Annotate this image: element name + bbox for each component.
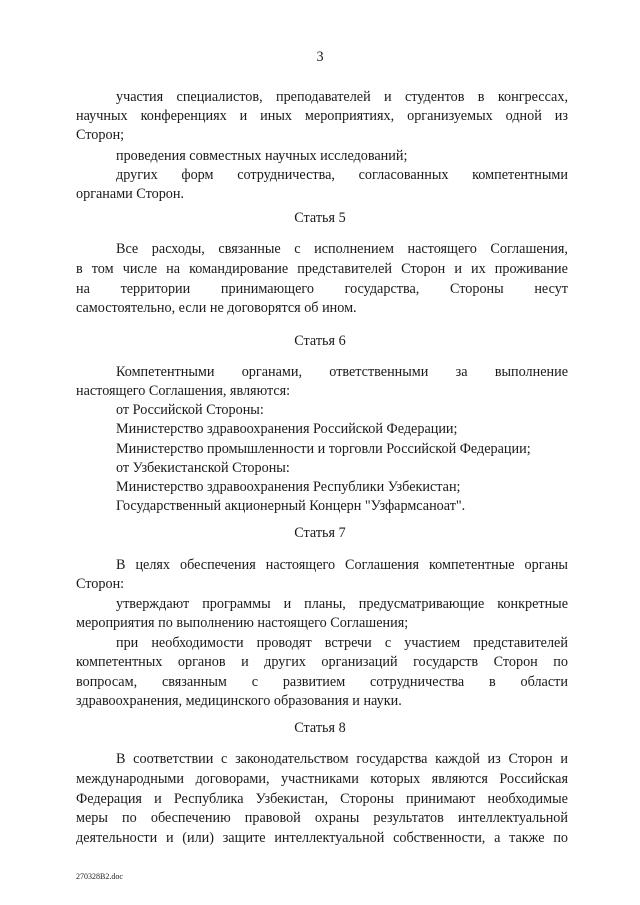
text-line: здравоохранения, медицинского образования и науки.: [76, 693, 402, 709]
word: связанные: [218, 241, 281, 257]
word: Российская: [499, 771, 568, 787]
word: проводят: [256, 635, 312, 651]
word: соответствии: [133, 751, 214, 767]
word: научных: [76, 108, 128, 124]
word: организаций: [321, 654, 398, 670]
word: развитием: [282, 674, 346, 690]
word: и: [165, 830, 174, 846]
text-line: [76, 107, 568, 125]
word: международными: [76, 771, 184, 787]
word: которых: [370, 771, 421, 787]
page-number: 3: [316, 49, 324, 65]
word: и: [154, 791, 162, 807]
word: государства: [356, 751, 428, 767]
word: связанным: [161, 674, 227, 690]
word: том: [91, 261, 114, 277]
word: также: [509, 830, 545, 846]
word: с: [221, 751, 228, 767]
word: командирование: [189, 261, 289, 277]
word: и: [454, 261, 462, 277]
word: Узбекистан,: [255, 791, 328, 807]
word: сотрудничества,: [237, 167, 335, 183]
word: деятельности: [76, 830, 158, 846]
text-line: Министерство здравоохранения Российской Федерации;: [116, 421, 458, 437]
word: форм: [181, 167, 214, 183]
word: конференциях: [140, 108, 227, 124]
word: одной: [505, 108, 542, 124]
text-line: от Узбекистанской Стороны:: [116, 460, 290, 476]
text-line: Сторон:: [76, 576, 125, 592]
word: по: [122, 810, 137, 826]
word: участием: [404, 635, 461, 651]
word: представителей: [473, 635, 568, 651]
word: и: [283, 596, 292, 612]
word: программы: [202, 596, 271, 612]
word: компетентные: [428, 557, 515, 573]
word: студентов: [405, 89, 465, 105]
word: В: [116, 557, 126, 573]
text-line: [116, 634, 568, 652]
word: меры: [76, 810, 108, 826]
text-line: [76, 809, 568, 827]
text-line: органами Сторон.: [76, 186, 185, 202]
word: настоящего: [265, 557, 336, 573]
word: утверждают: [116, 596, 190, 612]
word: исполнением: [314, 241, 394, 257]
word: других: [264, 654, 306, 670]
text-line: [116, 88, 568, 106]
word: защите: [222, 830, 266, 846]
text-line: [76, 790, 568, 808]
text-line: [116, 750, 568, 768]
text-line: проведения совместных научных исследований;: [116, 148, 408, 164]
word: числе: [122, 261, 158, 277]
word: на: [76, 281, 90, 297]
text-line: [76, 260, 568, 278]
word: Республика: [173, 791, 244, 807]
text-line: Министерство промышленности и торговли Российской Федерации;: [116, 441, 531, 457]
word: по: [553, 830, 568, 846]
word: являются: [431, 771, 488, 787]
text-line: [76, 770, 568, 788]
text-line: [116, 595, 568, 613]
word: преподавателей: [276, 89, 371, 105]
word: результатов: [373, 810, 444, 826]
word: принимают: [406, 791, 476, 807]
word: В: [116, 751, 126, 767]
word: их: [471, 261, 486, 277]
word: сотрудничества: [369, 674, 465, 690]
word: при: [116, 635, 139, 651]
word: каждой: [435, 751, 480, 767]
word: государства,: [344, 281, 420, 297]
text-line: [116, 556, 568, 574]
word: интеллектуальной: [457, 810, 568, 826]
text-line: Министерство здравоохранения Республики Узбекистан;: [116, 479, 461, 495]
word: обеспечению: [150, 810, 231, 826]
footer-filename: 270328B2.doc: [76, 872, 123, 881]
word: с: [384, 635, 392, 651]
word: из: [487, 751, 501, 767]
word: на: [166, 261, 181, 277]
word: интеллектуальной: [274, 830, 385, 846]
word: Соглашения,: [490, 241, 568, 257]
article-heading: Статья 8: [294, 720, 346, 736]
word: необходимости: [151, 635, 244, 651]
word: и: [239, 108, 248, 124]
word: выполнение: [494, 364, 568, 380]
word: целях: [135, 557, 171, 573]
word: Стороны: [449, 281, 504, 297]
word: Компетентными: [116, 364, 215, 380]
word: по: [553, 654, 568, 670]
article-heading: Статья 6: [294, 333, 346, 349]
word: необходимые: [487, 791, 568, 807]
word: участия: [116, 89, 164, 105]
article-heading: Статья 5: [294, 210, 346, 226]
word: расходы,: [151, 241, 205, 257]
text-line: Сторон;: [76, 127, 125, 143]
word: за: [455, 364, 468, 380]
text-line: [76, 673, 568, 691]
word: охраны: [314, 810, 360, 826]
word: правовой: [244, 810, 301, 826]
word: участниками: [281, 771, 359, 787]
text-line: [116, 363, 568, 381]
word: конкретные: [497, 596, 568, 612]
word: Сторон: [508, 751, 553, 767]
word: встречи: [324, 635, 372, 651]
word: договорами,: [195, 771, 270, 787]
word: вопросам,: [76, 674, 138, 690]
text-line: [76, 653, 568, 671]
word: государств: [413, 654, 479, 670]
word: из: [554, 108, 568, 124]
word: и: [241, 654, 249, 670]
word: Федерация: [76, 791, 142, 807]
word: иных: [260, 108, 292, 124]
text-line: самостоятельно, если не договорятся об ином.: [76, 300, 357, 316]
word: ответственными: [329, 364, 429, 380]
word: согласованных: [358, 167, 449, 183]
word: законодательством: [235, 751, 349, 767]
word: конгрессах,: [497, 89, 568, 105]
word: других: [116, 167, 158, 183]
word: представителей: [297, 261, 393, 277]
word: с: [294, 241, 301, 257]
word: проживание: [494, 261, 568, 277]
word: Сторон: [401, 261, 446, 277]
word: несут: [534, 281, 568, 297]
word: в: [477, 89, 485, 105]
word: Сторон: [493, 654, 538, 670]
text-line: [116, 166, 568, 184]
word: мероприятиях,: [304, 108, 395, 124]
word: организуемых: [407, 108, 493, 124]
word: в: [488, 674, 496, 690]
word: компетентных: [76, 654, 163, 670]
word: в: [76, 261, 83, 277]
text-line: [116, 240, 568, 258]
article-heading: Статья 7: [294, 525, 346, 541]
word: и: [384, 89, 392, 105]
text-line: [76, 829, 568, 847]
text-line: настоящего Соглашения, являются:: [76, 383, 291, 399]
text-line: мероприятия по выполнению настоящего Соглашения;: [76, 615, 409, 631]
word: органов: [177, 654, 226, 670]
text-line: [76, 280, 568, 298]
word: Все: [116, 241, 139, 257]
word: специалистов,: [176, 89, 263, 105]
text-line: Государственный акционерный Концерн "Узфармсаноат".: [116, 498, 466, 514]
word: (или): [182, 830, 214, 846]
word: а: [494, 830, 501, 846]
word: собственности,: [393, 830, 486, 846]
word: обеспечения: [180, 557, 256, 573]
word: предусматривающие: [358, 596, 485, 612]
word: настоящего: [407, 241, 477, 257]
word: планы,: [304, 596, 346, 612]
word: компетентными: [472, 167, 568, 183]
word: принимающего: [220, 281, 314, 297]
word: с: [251, 674, 258, 690]
text-line: от Российской Стороны:: [116, 402, 264, 418]
word: органы: [524, 557, 568, 573]
word: органами,: [241, 364, 303, 380]
word: Соглашения: [345, 557, 420, 573]
word: Стороны: [340, 791, 394, 807]
word: и: [560, 751, 568, 767]
word: территории: [120, 281, 191, 297]
word: области: [520, 674, 568, 690]
